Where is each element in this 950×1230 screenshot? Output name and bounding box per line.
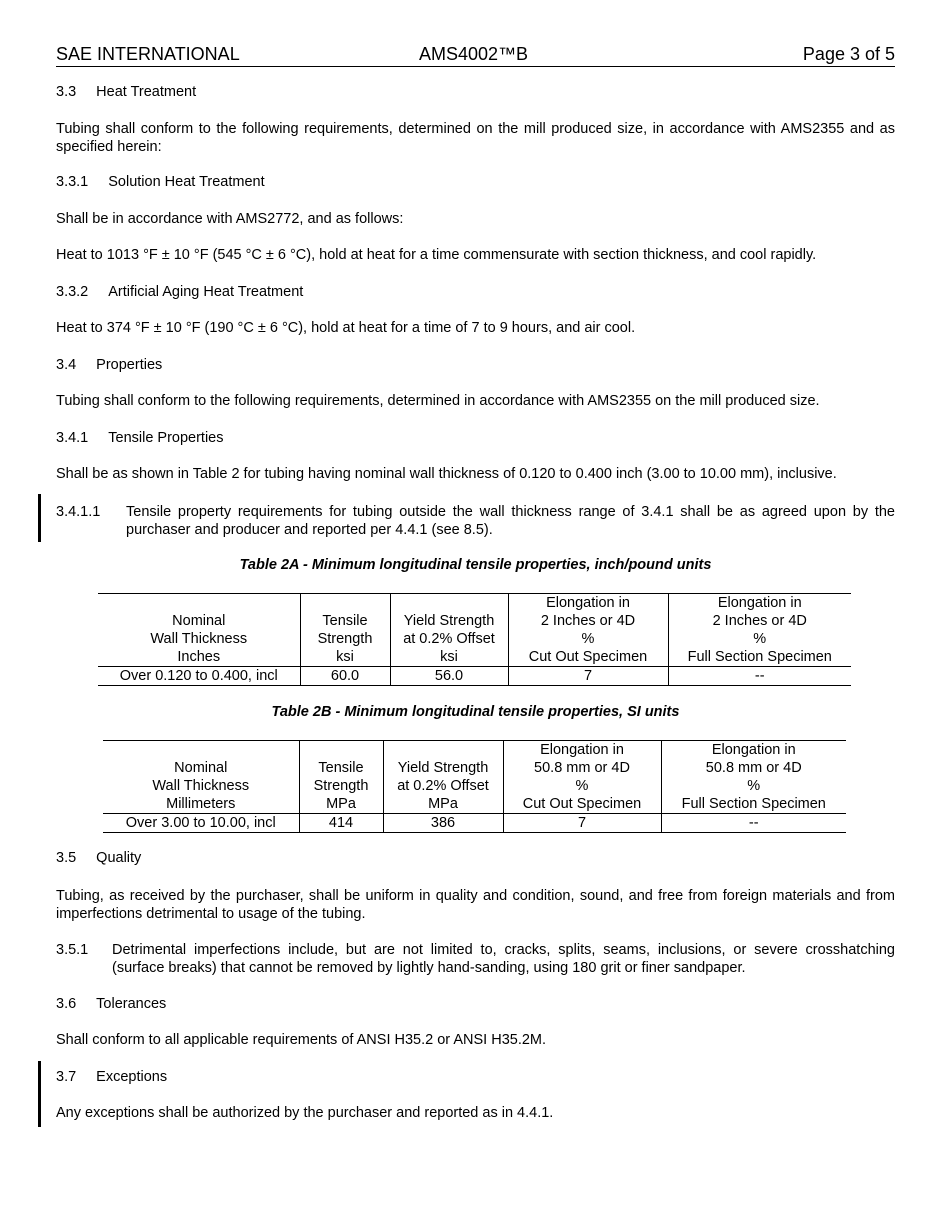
section-3-4-heading [56,357,162,373]
header-doc-number: AMS4002™B [419,44,529,64]
table-cell: 56.0 [390,667,508,686]
section-3-7-body: Any exceptions shall be authorized by the purchaser and reported as in 4.4.1. [56,1105,554,1121]
section-title: Tensile Properties [108,430,224,446]
table-cell: 7 [503,814,661,833]
section-number: 3.4.1 [56,430,89,446]
table-cell: 7 [508,667,668,686]
table-cell: -- [661,814,846,833]
section-number: 3.6 [56,996,77,1012]
table-cell: -- [668,667,851,686]
section-3-4-1-1-text: Tensile property requirements for tubing outside the wall thickness range of 3.4.1 shall be as agreed upon by the purchaser and producer and reported per 4.4.1 (see 8.5). [126,504,895,538]
table-header-cell: Nominal Wall Thickness Inches [98,594,300,667]
section-3-5-1 [56,941,895,981]
section-number: 3.7 [56,1069,77,1085]
section-3-3-2-body: Heat to 374 °F ± 10 °F (190 °C ± 6 °C), hold at heat for a time of 7 to 9 hours, and air cool. [56,320,636,336]
table-header-cell: Tensile Strength ksi [300,594,390,667]
section-number: 3.3.2 [56,284,89,300]
section-3-5-1-text: Detrimental imperfections include, but are not limited to, cracks, splits, seams, inclusions, or severe crosshatching (surface breaks) that cannot be removed by lightly hand-sanding, using 180 grit or finer sandpaper. [112,942,895,976]
section-3-3-1-body-1: Shall be in accordance with AMS2772, and as follows: [56,211,404,227]
section-3-4-1-heading [56,430,224,446]
section-3-4-body: Tubing shall conform to the following requirements, determined in accordance with AMS2355 on the mill produced size. [56,393,820,409]
table-2b [103,740,846,833]
section-title: Heat Treatment [96,84,197,100]
table-cell: 414 [299,814,383,833]
section-title: Solution Heat Treatment [108,174,265,190]
section-title: Artificial Aging Heat Treatment [108,284,304,300]
section-number: 3.5.1 [56,942,89,958]
section-3-3-1-body-2: Heat to 1013 °F ± 10 °F (545 °C ± 6 °C), hold at heat for a time commensurate with section thickness, and cool rapidly. [56,247,817,263]
section-title: Quality [96,850,142,866]
table-cell: Over 3.00 to 10.00, incl [103,814,299,833]
section-3-6-body: Shall conform to all applicable requirements of ANSI H35.2 or ANSI H35.2M. [56,1032,547,1048]
section-title: Tolerances [96,996,167,1012]
revision-change-bar [38,494,41,542]
table-header-cell: Elongation in 2 Inches or 4D % Cut Out Specimen [508,594,668,667]
section-3-5-body: Tubing, as received by the purchaser, shall be uniform in quality and condition, sound, and free from foreign materials and from imperfections detrimental to usage of the tubing. [56,888,895,922]
section-3-3-heading [56,84,196,100]
table-2b-caption: Table 2B - Minimum longitudinal tensile properties, SI units [271,704,680,720]
table-cell: Over 0.120 to 0.400, incl [98,667,300,686]
table-header-cell: Yield Strength at 0.2% Offset ksi [390,594,508,667]
table-2a-caption: Table 2A - Minimum longitudinal tensile properties, inch/pound units [239,557,712,573]
revision-change-bar [38,1061,41,1127]
header-org: SAE INTERNATIONAL [56,44,240,64]
table-row [98,667,851,686]
header-page-number: Page 3 of 5 [802,44,895,64]
section-3-6-heading [56,996,166,1012]
section-number: 3.5 [56,850,77,866]
section-3-3-body: Tubing shall conform to the following requirements, determined on the mill produced size, in accordance with AMS2355 and as specified herein: [56,121,895,155]
table-header-cell: Nominal Wall Thickness Millimeters [103,741,299,814]
table-row [103,814,846,833]
section-title: Exceptions [96,1069,168,1085]
section-3-4-1-body: Shall be as shown in Table 2 for tubing having nominal wall thickness of 0.120 to 0.400 inch (3.00 to 10.00 mm), inclusive. [56,466,837,482]
table-header-cell: Elongation in 50.8 mm or 4D % Cut Out Specimen [503,741,661,814]
section-number: 3.3 [56,84,77,100]
section-title: Properties [96,357,163,373]
table-cell: 60.0 [300,667,390,686]
section-3-4-1-1 [56,503,895,543]
table-header-cell: Elongation in 50.8 mm or 4D % Full Section Specimen [661,741,846,814]
table-cell: 386 [383,814,503,833]
page-header [56,44,895,67]
section-number: 3.4.1.1 [56,504,101,520]
section-3-5-heading [56,850,141,866]
section-3-3-1-heading [56,174,265,190]
section-3-7-heading [56,1069,167,1085]
table-header-cell: Yield Strength at 0.2% Offset MPa [383,741,503,814]
table-2a [98,593,851,686]
section-3-3-2-heading [56,284,303,300]
section-number: 3.4 [56,357,77,373]
table-header-cell: Tensile Strength MPa [299,741,383,814]
section-number: 3.3.1 [56,174,89,190]
table-header-cell: Elongation in 2 Inches or 4D % Full Section Specimen [668,594,851,667]
